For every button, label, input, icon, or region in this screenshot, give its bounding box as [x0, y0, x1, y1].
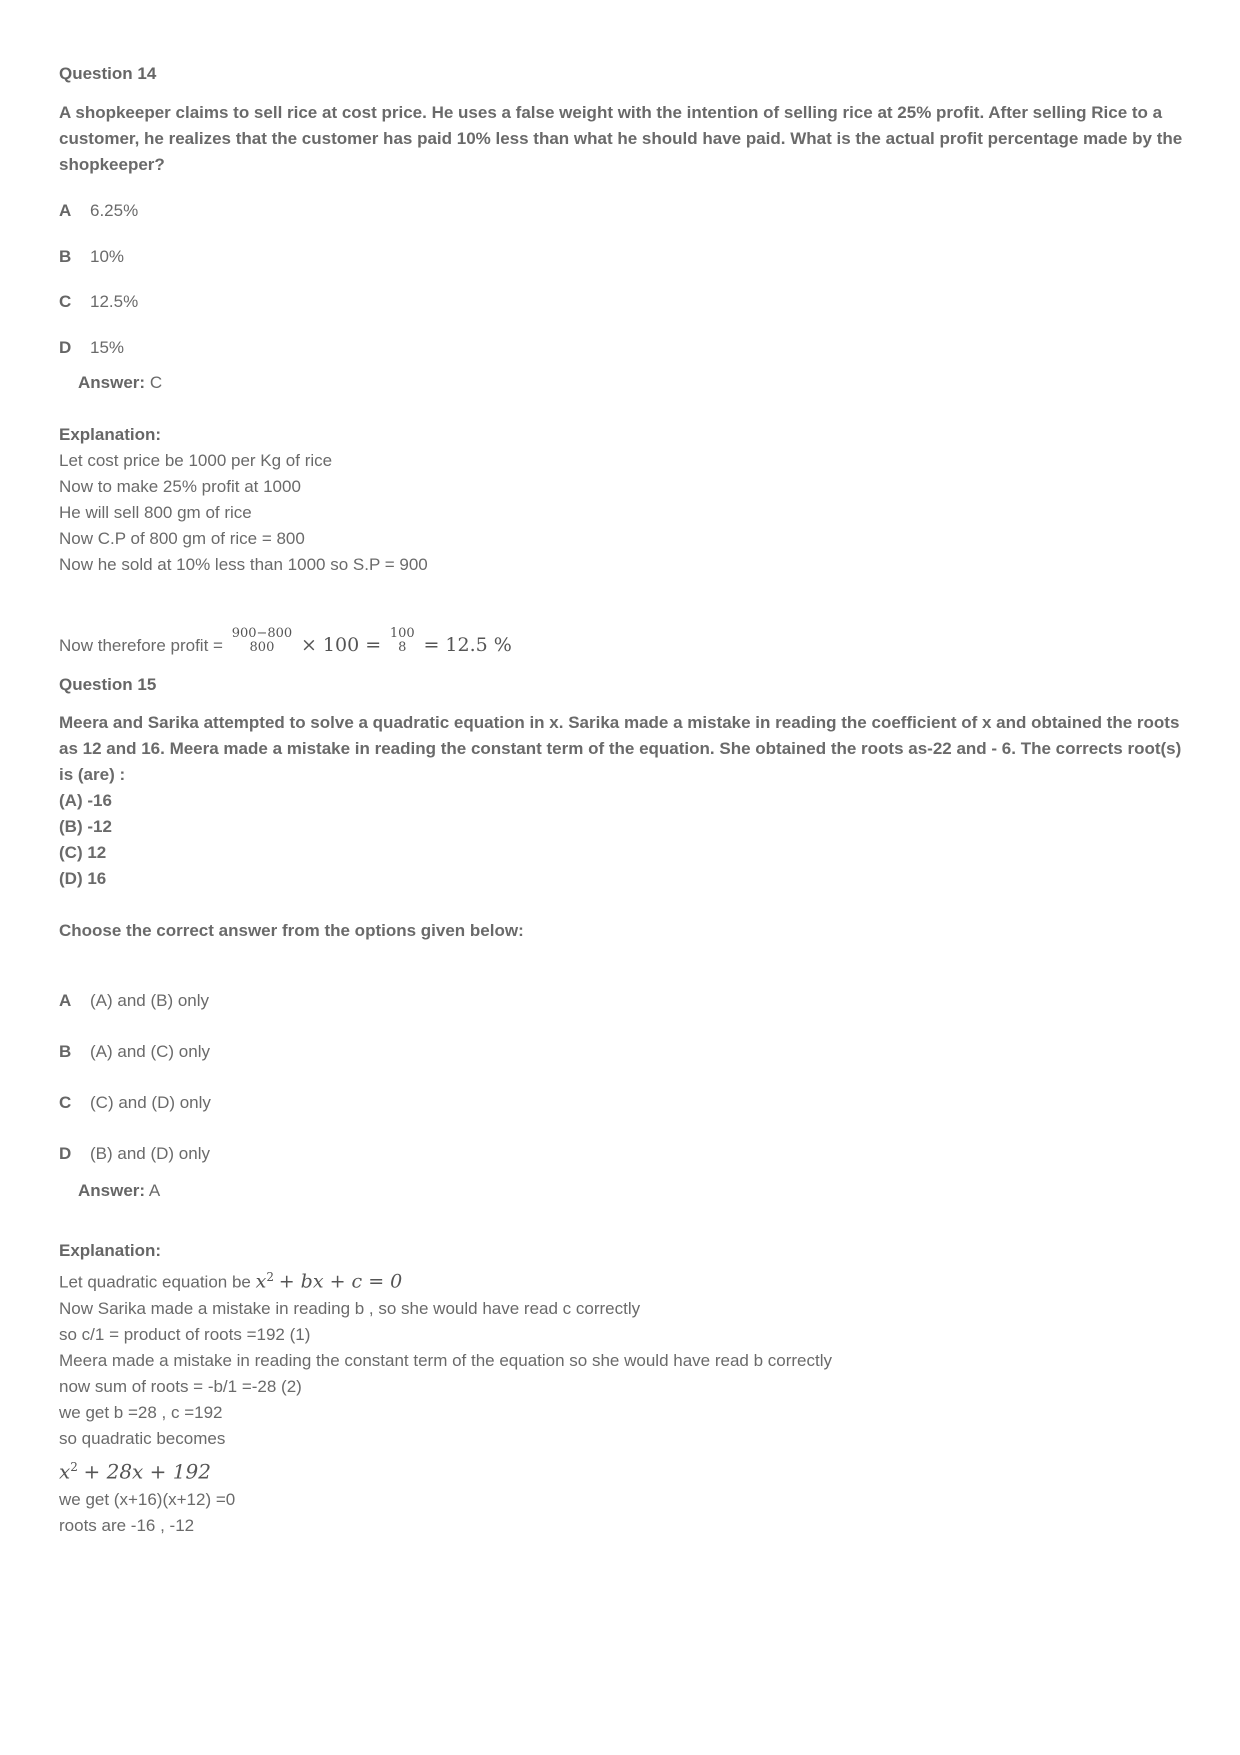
option-letter: D: [59, 1144, 72, 1163]
option-text: (A) and (B) only: [90, 991, 210, 1010]
explanation-line: so quadratic becomes: [59, 1428, 226, 1448]
explanation-heading: Explanation:: [59, 1241, 162, 1260]
explanation-line: Meera made a mistake in reading the constant term of the equation so she would have read b correctly: [59, 1350, 832, 1370]
answer-label: Answer:: [78, 373, 146, 392]
option-letter: B: [59, 247, 72, 266]
fraction-denominator: 800: [249, 639, 275, 655]
answer: [78, 373, 162, 393]
answer: [78, 1181, 160, 1201]
answer-value: A: [148, 1181, 161, 1200]
question-15-title: Question 15: [59, 675, 157, 694]
option-letter: A: [59, 201, 72, 220]
option-letter: C: [59, 1093, 72, 1112]
explanation-line: Let cost price be 1000 per Kg of rice: [59, 451, 333, 470]
explanation-line: now sum of roots = -b/1 =-28 (2): [59, 1376, 302, 1396]
option-text: 12.5%: [90, 292, 139, 311]
option-c[interactable]: [59, 292, 138, 312]
quadratic-rest: + 28x + 192: [83, 1459, 211, 1484]
question-15-choices: [59, 788, 1189, 892]
profit-prefix: Now therefore profit =: [59, 636, 223, 655]
option-b[interactable]: [59, 1042, 210, 1062]
explanation-line: we get (x+16)(x+12) =0: [59, 1490, 236, 1510]
fraction-numerator: 100: [389, 625, 415, 641]
explanation-14: [59, 422, 428, 578]
equation-rest: + bx + c = 0: [278, 1270, 403, 1293]
explanation-line: roots are -16 , -12: [59, 1516, 195, 1536]
answer-value: C: [149, 373, 163, 392]
profit-formula: [59, 625, 512, 661]
option-text: (A) and (C) only: [90, 1042, 210, 1061]
explanation-line: Now Sarika made a mistake in reading b , so she would have read c correctly: [59, 1298, 641, 1318]
explanation-line: so c/1 = product of roots =192 (1): [59, 1324, 311, 1344]
equation-exponent: 2: [266, 1270, 274, 1284]
quadratic-x: x: [59, 1459, 71, 1484]
choice-item: (B) -12: [59, 817, 112, 836]
question-15-instruction: Choose the correct answer from the options given below:: [59, 921, 524, 940]
explanation-line: we get b =28 , c =192: [59, 1402, 223, 1422]
equation-prefix: Let quadratic equation be: [59, 1272, 251, 1292]
option-letter: B: [59, 1042, 72, 1061]
choice-item: (C) 12: [59, 843, 107, 862]
option-d[interactable]: [59, 338, 124, 358]
option-letter: D: [59, 338, 72, 357]
explanation-15: [59, 1238, 1159, 1539]
choice-item: (A) -16: [59, 791, 112, 810]
question-15-text: Meera and Sarika attempted to solve a quadratic equation in x. Sarika made a mistake in reading the coefficient of x and obtained the roots as 12 and 16. Meera made a mistake in reading the constant term of the equation. She obtained the roots as-22 and - 6. The corrects root(s) is (are) :: [59, 713, 1182, 784]
option-text: 15%: [90, 338, 125, 357]
explanation-heading: Explanation:: [59, 425, 162, 444]
choice-item: (D) 16: [59, 869, 107, 888]
option-b[interactable]: [59, 247, 124, 267]
question-14-title: Question 14: [59, 64, 157, 83]
option-text: 6.25%: [90, 201, 139, 220]
fraction-denominator: 8: [398, 639, 407, 655]
equation-line: [59, 1264, 1159, 1296]
answer-label: Answer:: [78, 1181, 146, 1200]
explanation-line: Now to make 25% profit at 1000: [59, 477, 301, 496]
option-c[interactable]: [59, 1093, 211, 1113]
fraction-2: [390, 627, 415, 655]
option-text: (B) and (D) only: [90, 1144, 210, 1163]
option-a[interactable]: [59, 201, 138, 221]
explanation-line: Now C.P of 800 gm of rice = 800: [59, 529, 305, 548]
fraction-numerator: 900−800: [231, 625, 293, 641]
option-text: 10%: [90, 247, 125, 266]
equation-x: x: [255, 1270, 267, 1293]
option-letter: C: [59, 292, 72, 311]
option-text: (C) and (D) only: [90, 1093, 211, 1112]
quadratic-exponent: 2: [70, 1459, 78, 1474]
question-14-text: A shopkeeper claims to sell rice at cost price. He uses a false weight with the intention of selling rice at 25% profit. After selling Rice to a customer, he realizes that the customer has paid 10% less than what he should have paid. What is the actual profit percentage made by the shopkeeper?: [59, 103, 1183, 174]
times-100: × 100 =: [300, 634, 382, 656]
profit-result: = 12.5 %: [423, 634, 512, 656]
option-a[interactable]: [59, 991, 209, 1011]
explanation-line: He will sell 800 gm of rice: [59, 503, 252, 522]
fraction-1: [232, 627, 293, 655]
option-d[interactable]: [59, 1144, 210, 1164]
quadratic-line: [59, 1452, 1159, 1488]
option-letter: A: [59, 991, 72, 1010]
explanation-line: Now he sold at 10% less than 1000 so S.P = 900: [59, 555, 428, 574]
